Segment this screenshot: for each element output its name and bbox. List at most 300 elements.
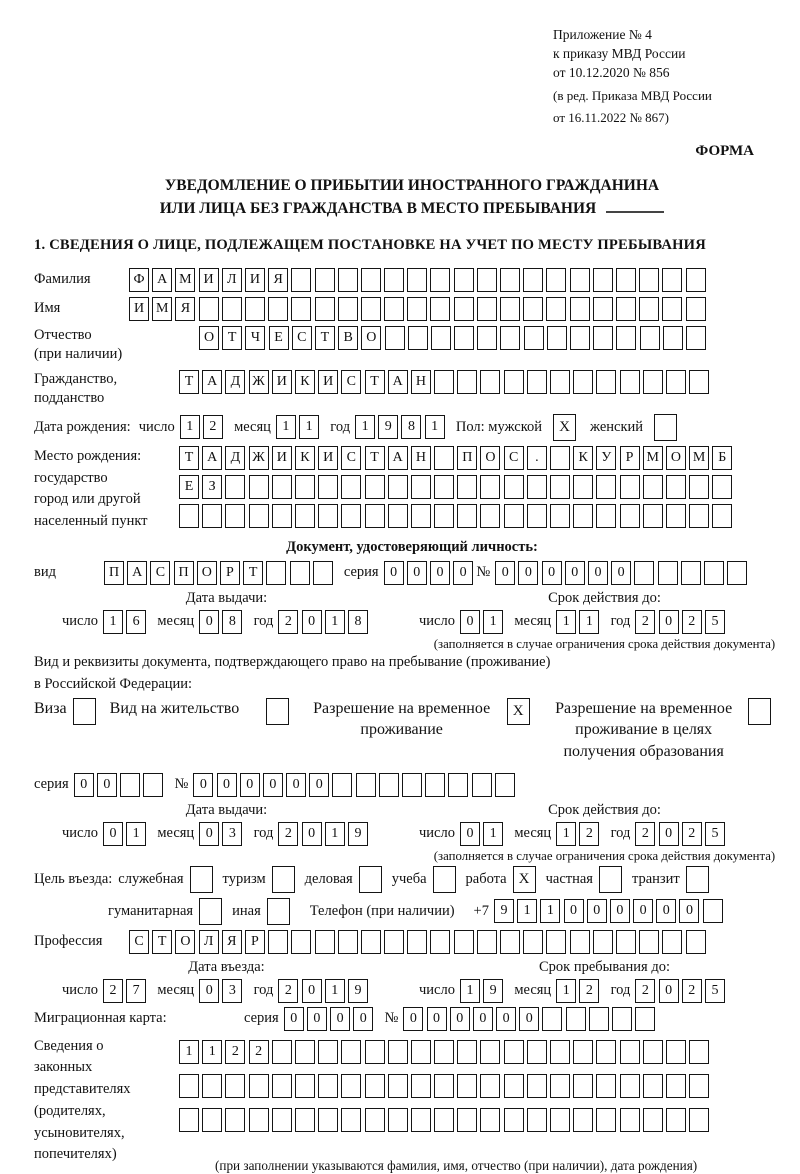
form-cell[interactable]: [143, 773, 163, 797]
form-cell[interactable]: [477, 268, 497, 292]
form-cell[interactable]: 9: [494, 899, 514, 923]
form-cell[interactable]: С: [129, 930, 149, 954]
form-cell[interactable]: [666, 1074, 686, 1098]
form-cell[interactable]: [542, 1007, 562, 1031]
form-cell[interactable]: 1: [579, 610, 599, 634]
form-cell[interactable]: 0: [450, 1007, 470, 1031]
form-cell[interactable]: 5: [705, 822, 725, 846]
form-cell[interactable]: 2: [203, 415, 223, 439]
form-cell[interactable]: [573, 370, 593, 394]
form-cell[interactable]: [295, 1108, 315, 1132]
form-cell[interactable]: [295, 504, 315, 528]
form-cell[interactable]: [596, 370, 616, 394]
form-cell[interactable]: [546, 930, 566, 954]
checkbox[interactable]: [686, 866, 709, 893]
form-cell[interactable]: 9: [348, 979, 368, 1003]
form-cell[interactable]: 2: [579, 979, 599, 1003]
form-cell[interactable]: 0: [199, 610, 219, 634]
form-cell[interactable]: [295, 1040, 315, 1064]
form-cell[interactable]: [249, 1108, 269, 1132]
form-cell[interactable]: Р: [220, 561, 240, 585]
form-cell[interactable]: [295, 1074, 315, 1098]
form-cell[interactable]: [315, 268, 335, 292]
form-cell[interactable]: [596, 1040, 616, 1064]
form-cell[interactable]: 0: [199, 822, 219, 846]
form-cell[interactable]: 0: [384, 561, 404, 585]
form-cell[interactable]: О: [175, 930, 195, 954]
form-cell[interactable]: [295, 475, 315, 499]
form-cell[interactable]: 2: [225, 1040, 245, 1064]
form-cell[interactable]: 1: [425, 415, 445, 439]
form-cell[interactable]: [662, 297, 682, 321]
form-cell[interactable]: 0: [659, 979, 679, 1003]
form-cell[interactable]: [689, 370, 709, 394]
form-cell[interactable]: [472, 773, 492, 797]
form-cell[interactable]: М: [175, 268, 195, 292]
form-cell[interactable]: [573, 475, 593, 499]
form-cell[interactable]: 0: [587, 899, 607, 923]
form-cell[interactable]: [643, 1108, 663, 1132]
form-cell[interactable]: [457, 1040, 477, 1064]
form-cell[interactable]: [662, 268, 682, 292]
form-cell[interactable]: [527, 1040, 547, 1064]
form-cell[interactable]: 0: [302, 822, 322, 846]
form-cell[interactable]: [480, 504, 500, 528]
form-cell[interactable]: К: [295, 370, 315, 394]
form-cell[interactable]: 0: [97, 773, 117, 797]
form-cell[interactable]: 0: [611, 561, 631, 585]
form-cell[interactable]: [407, 297, 427, 321]
form-cell[interactable]: [712, 504, 732, 528]
form-cell[interactable]: [620, 370, 640, 394]
form-cell[interactable]: 0: [496, 1007, 516, 1031]
form-cell[interactable]: 0: [565, 561, 585, 585]
form-cell[interactable]: [272, 1108, 292, 1132]
form-cell[interactable]: 9: [378, 415, 398, 439]
form-cell[interactable]: 1: [460, 979, 480, 1003]
form-cell[interactable]: [388, 1040, 408, 1064]
form-cell[interactable]: В: [338, 326, 358, 350]
form-cell[interactable]: А: [202, 370, 222, 394]
form-cell[interactable]: [573, 1108, 593, 1132]
form-cell[interactable]: [225, 504, 245, 528]
form-cell[interactable]: А: [388, 446, 408, 470]
form-cell[interactable]: Е: [269, 326, 289, 350]
form-cell[interactable]: Т: [179, 370, 199, 394]
form-cell[interactable]: [596, 475, 616, 499]
form-cell[interactable]: [635, 1007, 655, 1031]
form-cell[interactable]: [425, 773, 445, 797]
form-cell[interactable]: [639, 930, 659, 954]
form-cell[interactable]: [593, 326, 613, 350]
form-cell[interactable]: [408, 326, 428, 350]
form-cell[interactable]: [620, 1074, 640, 1098]
form-cell[interactable]: [268, 297, 288, 321]
form-cell[interactable]: [454, 930, 474, 954]
form-cell[interactable]: И: [318, 446, 338, 470]
form-cell[interactable]: 7: [126, 979, 146, 1003]
form-cell[interactable]: [550, 1040, 570, 1064]
form-cell[interactable]: 1: [299, 415, 319, 439]
form-cell[interactable]: [457, 370, 477, 394]
form-cell[interactable]: [616, 297, 636, 321]
form-cell[interactable]: 2: [682, 610, 702, 634]
form-cell[interactable]: 0: [518, 561, 538, 585]
form-cell[interactable]: 0: [302, 979, 322, 1003]
form-cell[interactable]: [454, 268, 474, 292]
form-cell[interactable]: [689, 1108, 709, 1132]
checkbox[interactable]: [267, 898, 290, 925]
temp-residence-edu-checkbox[interactable]: [748, 698, 771, 725]
form-cell[interactable]: 2: [682, 822, 702, 846]
form-cell[interactable]: 0: [217, 773, 237, 797]
form-cell[interactable]: 0: [659, 610, 679, 634]
form-cell[interactable]: 3: [222, 979, 242, 1003]
form-cell[interactable]: [341, 1040, 361, 1064]
checkbox[interactable]: [599, 866, 622, 893]
form-cell[interactable]: [495, 773, 515, 797]
form-cell[interactable]: 2: [682, 979, 702, 1003]
form-cell[interactable]: С: [150, 561, 170, 585]
form-cell[interactable]: [573, 1074, 593, 1098]
form-cell[interactable]: [266, 561, 286, 585]
form-cell[interactable]: [570, 297, 590, 321]
form-cell[interactable]: [291, 268, 311, 292]
form-cell[interactable]: 1: [202, 1040, 222, 1064]
form-cell[interactable]: [291, 297, 311, 321]
form-cell[interactable]: [570, 930, 590, 954]
form-cell[interactable]: [477, 930, 497, 954]
form-cell[interactable]: [202, 1074, 222, 1098]
form-cell[interactable]: [388, 475, 408, 499]
form-cell[interactable]: 0: [74, 773, 94, 797]
form-cell[interactable]: К: [573, 446, 593, 470]
form-cell[interactable]: 0: [564, 899, 584, 923]
form-cell[interactable]: [434, 1108, 454, 1132]
form-cell[interactable]: [527, 504, 547, 528]
form-cell[interactable]: [639, 268, 659, 292]
form-cell[interactable]: Ф: [129, 268, 149, 292]
form-cell[interactable]: 0: [284, 1007, 304, 1031]
form-cell[interactable]: [550, 446, 570, 470]
form-cell[interactable]: И: [272, 446, 292, 470]
form-cell[interactable]: 0: [199, 979, 219, 1003]
form-cell[interactable]: [430, 930, 450, 954]
form-cell[interactable]: [430, 268, 450, 292]
form-cell[interactable]: 0: [403, 1007, 423, 1031]
form-cell[interactable]: [457, 1108, 477, 1132]
form-cell[interactable]: [434, 370, 454, 394]
form-cell[interactable]: Т: [222, 326, 242, 350]
form-cell[interactable]: [593, 297, 613, 321]
form-cell[interactable]: [315, 930, 335, 954]
form-cell[interactable]: [434, 1040, 454, 1064]
form-cell[interactable]: [681, 561, 701, 585]
form-cell[interactable]: [658, 561, 678, 585]
form-cell[interactable]: [527, 370, 547, 394]
form-cell[interactable]: [480, 1108, 500, 1132]
form-cell[interactable]: [500, 297, 520, 321]
form-cell[interactable]: [384, 930, 404, 954]
form-cell[interactable]: А: [388, 370, 408, 394]
form-cell[interactable]: [550, 1108, 570, 1132]
form-cell[interactable]: Л: [199, 930, 219, 954]
form-cell[interactable]: [202, 1108, 222, 1132]
form-cell[interactable]: А: [202, 446, 222, 470]
form-cell[interactable]: [338, 268, 358, 292]
form-cell[interactable]: [616, 930, 636, 954]
form-cell[interactable]: Р: [620, 446, 640, 470]
form-cell[interactable]: [361, 297, 381, 321]
form-cell[interactable]: И: [318, 370, 338, 394]
form-cell[interactable]: И: [129, 297, 149, 321]
form-cell[interactable]: [477, 326, 497, 350]
form-cell[interactable]: [225, 475, 245, 499]
form-cell[interactable]: [477, 297, 497, 321]
form-cell[interactable]: 2: [278, 610, 298, 634]
male-checkbox[interactable]: X: [553, 414, 576, 441]
form-cell[interactable]: [249, 504, 269, 528]
form-cell[interactable]: Я: [175, 297, 195, 321]
form-cell[interactable]: [504, 504, 524, 528]
form-cell[interactable]: Р: [245, 930, 265, 954]
form-cell[interactable]: [365, 475, 385, 499]
form-cell[interactable]: [411, 1108, 431, 1132]
form-cell[interactable]: [689, 504, 709, 528]
form-cell[interactable]: [384, 268, 404, 292]
form-cell[interactable]: [430, 297, 450, 321]
form-cell[interactable]: 1: [483, 822, 503, 846]
form-cell[interactable]: [365, 504, 385, 528]
form-cell[interactable]: [666, 1040, 686, 1064]
form-cell[interactable]: Т: [243, 561, 263, 585]
form-cell[interactable]: [500, 268, 520, 292]
form-cell[interactable]: [454, 297, 474, 321]
form-cell[interactable]: 8: [401, 415, 421, 439]
form-cell[interactable]: 1: [325, 822, 345, 846]
form-cell[interactable]: [596, 504, 616, 528]
form-cell[interactable]: [686, 268, 706, 292]
form-cell[interactable]: 0: [588, 561, 608, 585]
form-cell[interactable]: Т: [365, 370, 385, 394]
form-cell[interactable]: [686, 297, 706, 321]
form-cell[interactable]: Я: [268, 268, 288, 292]
form-cell[interactable]: С: [341, 370, 361, 394]
form-cell[interactable]: [550, 370, 570, 394]
form-cell[interactable]: [573, 504, 593, 528]
form-cell[interactable]: 0: [302, 610, 322, 634]
form-cell[interactable]: [570, 268, 590, 292]
form-cell[interactable]: [341, 1108, 361, 1132]
form-cell[interactable]: [249, 1074, 269, 1098]
form-cell[interactable]: [341, 1074, 361, 1098]
form-cell[interactable]: [712, 475, 732, 499]
form-cell[interactable]: [504, 475, 524, 499]
form-cell[interactable]: Ч: [245, 326, 265, 350]
form-cell[interactable]: [620, 1108, 640, 1132]
form-cell[interactable]: [620, 1040, 640, 1064]
form-cell[interactable]: 1: [355, 415, 375, 439]
form-cell[interactable]: [313, 561, 333, 585]
form-cell[interactable]: И: [245, 268, 265, 292]
form-cell[interactable]: [527, 475, 547, 499]
form-cell[interactable]: [385, 326, 405, 350]
form-cell[interactable]: Т: [365, 446, 385, 470]
form-cell[interactable]: С: [292, 326, 312, 350]
form-cell[interactable]: 2: [635, 822, 655, 846]
form-cell[interactable]: 0: [103, 822, 123, 846]
form-cell[interactable]: [434, 1074, 454, 1098]
form-cell[interactable]: Н: [411, 446, 431, 470]
form-cell[interactable]: [666, 475, 686, 499]
form-cell[interactable]: [338, 297, 358, 321]
form-cell[interactable]: Е: [179, 475, 199, 499]
form-cell[interactable]: 8: [222, 610, 242, 634]
form-cell[interactable]: И: [199, 268, 219, 292]
form-cell[interactable]: 1: [540, 899, 560, 923]
form-cell[interactable]: К: [295, 446, 315, 470]
form-cell[interactable]: [318, 1074, 338, 1098]
checkbox[interactable]: [190, 866, 213, 893]
form-cell[interactable]: [411, 504, 431, 528]
form-cell[interactable]: 1: [483, 610, 503, 634]
form-cell[interactable]: [407, 930, 427, 954]
form-cell[interactable]: 1: [325, 610, 345, 634]
form-cell[interactable]: П: [104, 561, 124, 585]
form-cell[interactable]: [550, 475, 570, 499]
form-cell[interactable]: [616, 268, 636, 292]
form-cell[interactable]: [318, 475, 338, 499]
form-cell[interactable]: [596, 1108, 616, 1132]
form-cell[interactable]: [318, 504, 338, 528]
form-cell[interactable]: [640, 326, 660, 350]
form-cell[interactable]: [179, 1074, 199, 1098]
form-cell[interactable]: [480, 1040, 500, 1064]
form-cell[interactable]: [290, 561, 310, 585]
form-cell[interactable]: [341, 504, 361, 528]
form-cell[interactable]: [379, 773, 399, 797]
form-cell[interactable]: [727, 561, 747, 585]
form-cell[interactable]: 2: [249, 1040, 269, 1064]
form-cell[interactable]: [620, 504, 640, 528]
form-cell[interactable]: 1: [556, 610, 576, 634]
form-cell[interactable]: [689, 475, 709, 499]
checkbox[interactable]: [433, 866, 456, 893]
form-cell[interactable]: 0: [519, 1007, 539, 1031]
form-cell[interactable]: [666, 370, 686, 394]
form-cell[interactable]: [222, 297, 242, 321]
form-cell[interactable]: [249, 475, 269, 499]
form-cell[interactable]: 1: [126, 822, 146, 846]
form-cell[interactable]: М: [152, 297, 172, 321]
form-cell[interactable]: [566, 1007, 586, 1031]
form-cell[interactable]: [245, 297, 265, 321]
form-cell[interactable]: [434, 475, 454, 499]
form-cell[interactable]: [550, 504, 570, 528]
form-cell[interactable]: [411, 475, 431, 499]
form-cell[interactable]: [550, 1074, 570, 1098]
form-cell[interactable]: [573, 1040, 593, 1064]
form-cell[interactable]: 1: [556, 979, 576, 1003]
form-cell[interactable]: С: [341, 446, 361, 470]
form-cell[interactable]: [596, 1074, 616, 1098]
form-cell[interactable]: [524, 326, 544, 350]
form-cell[interactable]: [365, 1074, 385, 1098]
form-cell[interactable]: [179, 1108, 199, 1132]
form-cell[interactable]: [272, 504, 292, 528]
form-cell[interactable]: [666, 1108, 686, 1132]
form-cell[interactable]: Б: [712, 446, 732, 470]
form-cell[interactable]: 0: [453, 561, 473, 585]
form-cell[interactable]: [663, 326, 683, 350]
form-cell[interactable]: [388, 504, 408, 528]
form-cell[interactable]: П: [457, 446, 477, 470]
form-cell[interactable]: О: [199, 326, 219, 350]
form-cell[interactable]: 0: [286, 773, 306, 797]
form-cell[interactable]: [703, 899, 723, 923]
form-cell[interactable]: [341, 475, 361, 499]
form-cell[interactable]: [689, 1040, 709, 1064]
form-cell[interactable]: [384, 297, 404, 321]
form-cell[interactable]: [457, 504, 477, 528]
form-cell[interactable]: 0: [193, 773, 213, 797]
form-cell[interactable]: [500, 930, 520, 954]
form-cell[interactable]: 0: [460, 610, 480, 634]
form-cell[interactable]: 0: [495, 561, 515, 585]
visa-checkbox[interactable]: [73, 698, 96, 725]
form-cell[interactable]: [643, 370, 663, 394]
residence-permit-checkbox[interactable]: [266, 698, 289, 725]
form-cell[interactable]: [616, 326, 636, 350]
form-cell[interactable]: [546, 268, 566, 292]
form-cell[interactable]: [570, 326, 590, 350]
form-cell[interactable]: [643, 1074, 663, 1098]
form-cell[interactable]: [546, 297, 566, 321]
form-cell[interactable]: [332, 773, 352, 797]
form-cell[interactable]: 1: [325, 979, 345, 1003]
checkbox[interactable]: [199, 898, 222, 925]
form-cell[interactable]: 2: [635, 979, 655, 1003]
form-cell[interactable]: [504, 1040, 524, 1064]
form-cell[interactable]: Д: [225, 446, 245, 470]
form-cell[interactable]: 2: [278, 979, 298, 1003]
form-cell[interactable]: [527, 1108, 547, 1132]
form-cell[interactable]: 2: [579, 822, 599, 846]
form-cell[interactable]: [666, 504, 686, 528]
form-cell[interactable]: Т: [315, 326, 335, 350]
form-cell[interactable]: 0: [633, 899, 653, 923]
form-cell[interactable]: [643, 1040, 663, 1064]
form-cell[interactable]: [504, 1108, 524, 1132]
form-cell[interactable]: 5: [705, 979, 725, 1003]
form-cell[interactable]: 0: [309, 773, 329, 797]
form-cell[interactable]: [338, 930, 358, 954]
form-cell[interactable]: 0: [330, 1007, 350, 1031]
form-cell[interactable]: 2: [635, 610, 655, 634]
form-cell[interactable]: [457, 1074, 477, 1098]
form-cell[interactable]: [704, 561, 724, 585]
form-cell[interactable]: [407, 268, 427, 292]
form-cell[interactable]: 1: [180, 415, 200, 439]
form-cell[interactable]: 0: [430, 561, 450, 585]
form-cell[interactable]: [643, 504, 663, 528]
form-cell[interactable]: Л: [222, 268, 242, 292]
temp-residence-checkbox[interactable]: X: [507, 698, 530, 725]
form-cell[interactable]: [589, 1007, 609, 1031]
form-cell[interactable]: [457, 475, 477, 499]
form-cell[interactable]: О: [480, 446, 500, 470]
form-cell[interactable]: [686, 930, 706, 954]
